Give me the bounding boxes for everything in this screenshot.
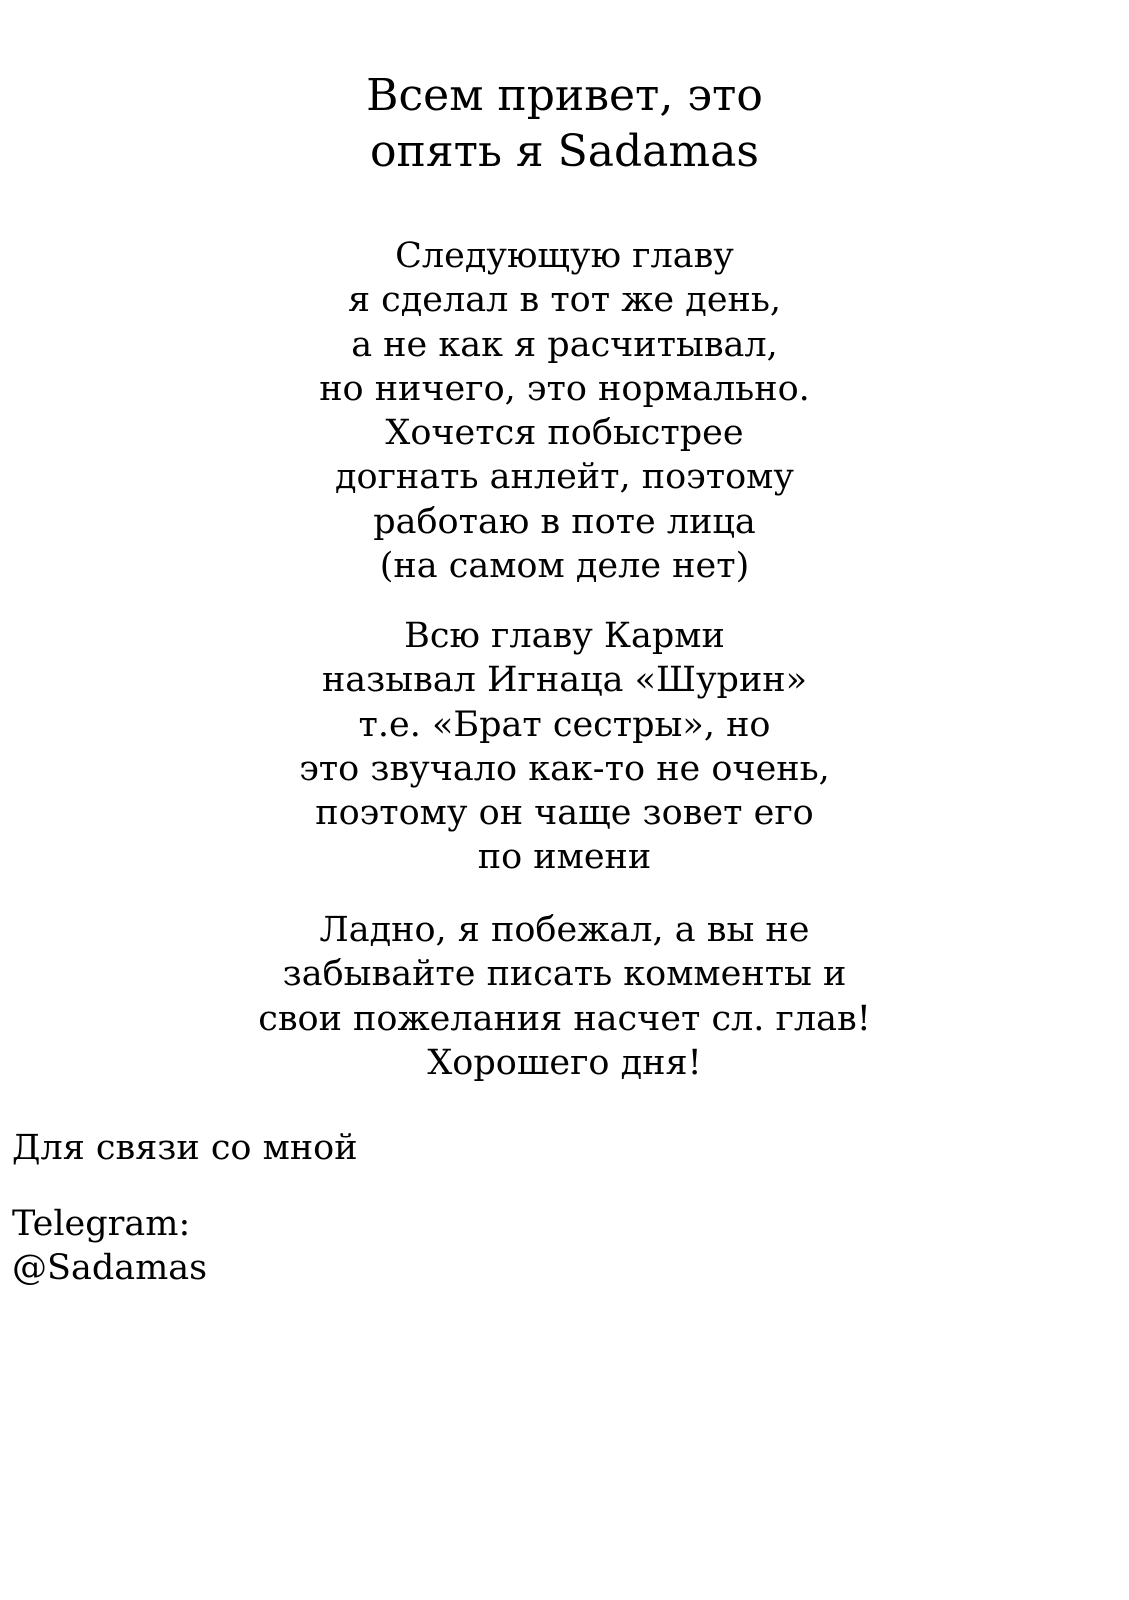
contact-block [12,1126,358,1290]
paragraph-chapter-note [0,234,1129,588]
paragraph-line: по имени [477,837,652,878]
paragraph-line: это звучало как-то не очень, [299,748,830,789]
paragraph-line: (на самом деле нет) [379,546,750,587]
paragraph-line: Хорошего дня! [427,1042,702,1083]
paragraph-line: называл Игнаца «Шурин» [321,660,808,701]
page-title [0,68,1129,180]
paragraph-farewell [0,908,1129,1085]
paragraph-line: Хочется побыстрее [385,413,744,454]
paragraph-line: Всю главу Карми [404,616,725,656]
paragraph-line: я сделал в тот же день, [347,280,782,321]
contact-platform: Telegram: [12,1204,191,1244]
paragraph-translation-note [0,614,1129,880]
paragraph-line: но ничего, это нормально. [319,368,810,409]
title-line-1: Всем привет, это [366,70,763,121]
title-line-2: опять я Sadamas [370,126,759,177]
paragraph-line: работаю в поте лица [373,501,756,542]
contact-spacer [12,1170,358,1202]
paragraph-line: забывайте писать комменты и [282,954,847,995]
contact-heading: Для связи со мной [12,1128,358,1168]
paragraph-line: а не как я расчитывал, [351,324,778,365]
paragraph-line: Следующую главу [395,236,734,276]
paragraph-line: Ладно, я побежал, а вы не [319,910,810,950]
paragraph-line: догнать анлейт, поэтому [334,457,795,498]
paragraph-line: поэтому он чаще зовет его [315,793,814,834]
paragraph-line: т.е. «Брат сестры», но [358,704,771,745]
contact-handle: @Sadamas [12,1248,208,1288]
paragraph-line: свои пожелания насчет сл. глав! [258,998,871,1039]
